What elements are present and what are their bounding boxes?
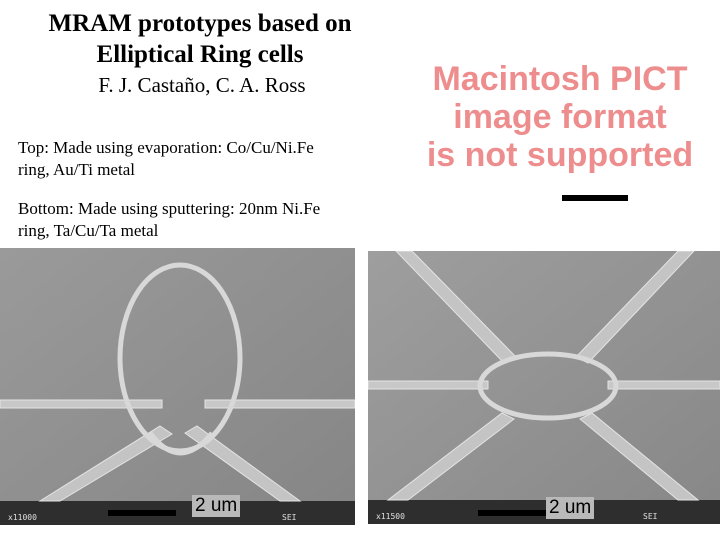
slide-title: [0, 8, 400, 70]
left-scale-label: 2 um: [192, 495, 240, 517]
pict-placeholder: [400, 60, 720, 174]
title-line-1: MRAM prototypes based on: [48, 10, 352, 37]
right-magnification: x11500: [376, 512, 405, 521]
top-description-line-1: Top: Made using evaporation: Co/Cu/Ni.Fe: [18, 138, 314, 157]
pict-line-1: Macintosh PICT: [432, 60, 688, 98]
right-scale-label: 2 um: [546, 497, 594, 519]
top-scale-bar: [562, 195, 628, 201]
pict-line-3: is not supported: [426, 136, 694, 174]
title-line-2: Elliptical Ring cells: [96, 41, 304, 68]
left-detector: SEI: [282, 513, 297, 522]
top-description: [18, 137, 388, 181]
pict-line-2: image format: [453, 98, 667, 136]
bottom-description-line-1: Bottom: Made using sputtering: 20nm Ni.Fe: [18, 199, 321, 218]
bottom-description-line-2: ring, Ta/Cu/Ta metal: [18, 221, 159, 240]
right-detector: SEI: [643, 512, 658, 521]
left-sem-image: [0, 248, 355, 525]
right-sem-image: [368, 251, 720, 524]
top-description-line-2: ring, Au/Ti metal: [18, 160, 135, 179]
left-magnification: x11000: [8, 513, 37, 522]
authors: F. J. Castaño, C. A. Ross: [98, 73, 306, 97]
bottom-description: [18, 198, 388, 242]
